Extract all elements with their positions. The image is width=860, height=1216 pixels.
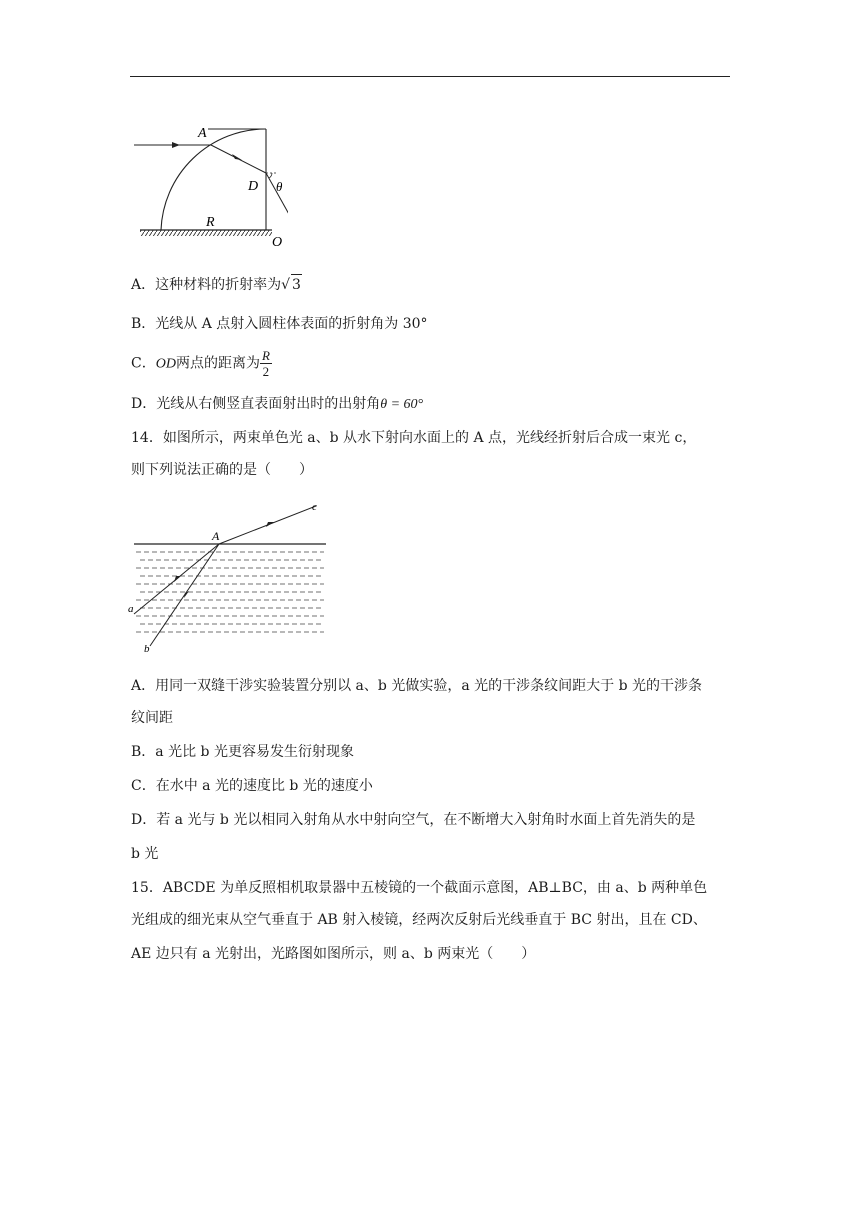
q13-option-a: A．这种材料的折射率为√ 3 [131,274,302,295]
label-A2: A [212,529,220,543]
label-c: c [312,501,317,513]
q14-option-d-2: b 光 [131,846,159,862]
label-O: O [272,235,283,250]
q15-stem-3: AE 边只有 a 光射出，光路图如图所示，则 a、b 两束光（ ） [131,946,536,962]
q14-stem-1: 14．如图所示，两束单色光 a、b 从水下射向水面上的 A 点，光线经折射后合成一束光 c， [131,430,697,446]
label-theta: θ [276,179,283,194]
q14-option-a-2: 纹间距 [131,710,173,726]
q14-option-b: B．a 光比 b 光更容易发生衍射现象 [131,744,354,760]
theta-arc [269,173,272,178]
label-D: D [248,179,259,194]
ray-b [150,544,219,646]
fraction-r-over-2: $\frac{R}{2}$ [261,348,270,379]
ray-a-arrow [174,576,181,582]
q13-option-c: C．OD两点的距离为 $\frac{R}{2}$ [131,348,270,379]
q13-option-b: B．光线从 A 点射入圆柱体表面的折射角为 30° [131,316,428,332]
label-b: b [144,643,150,655]
q14-option-d-1: D．若 a 光与 b 光以相同入射角从水中射向空气，在不断增大入射角时水面上首先消失的是 [131,812,696,828]
q13-option-d: D．光线从右侧竖直表面射出时的出射角θ = 60° [131,396,424,412]
q15-stem-2: 光组成的细光束从空气垂直于 AB 射入棱镜，经两次反射后光线垂直于 BC 射出，且在 CD、 [131,912,707,928]
figure-quarter-cylinder [128,118,288,252]
incident-arrow [172,142,180,148]
q14-option-a-1: A．用同一双缝干涉实验装置分别以 a、b 光做实验，a 光的干涉条纹间距大于 b 光的干涉条 [131,678,702,694]
label-R: R [206,215,215,230]
ground-hatch [140,230,272,236]
label-A: A [198,126,207,141]
water-dashes [136,552,324,632]
sqrt-radicand: 3 [291,274,302,295]
label-a: a [128,603,134,615]
q14-stem-2: 则下列说法正确的是（ ） [131,462,313,478]
q15-stem-1: 15．ABCDE 为单反照相机取景器中五棱镜的一个截面示意图，AB⊥BC，由 a、b 两种单色 [131,880,708,896]
header-rule [130,76,730,77]
ray-c-arrow [266,522,274,527]
q14-option-c: C．在水中 a 光的速度比 b 光的速度小 [131,778,373,794]
sqrt-symbol: √ [281,277,291,293]
figure-water-refraction [126,496,336,656]
